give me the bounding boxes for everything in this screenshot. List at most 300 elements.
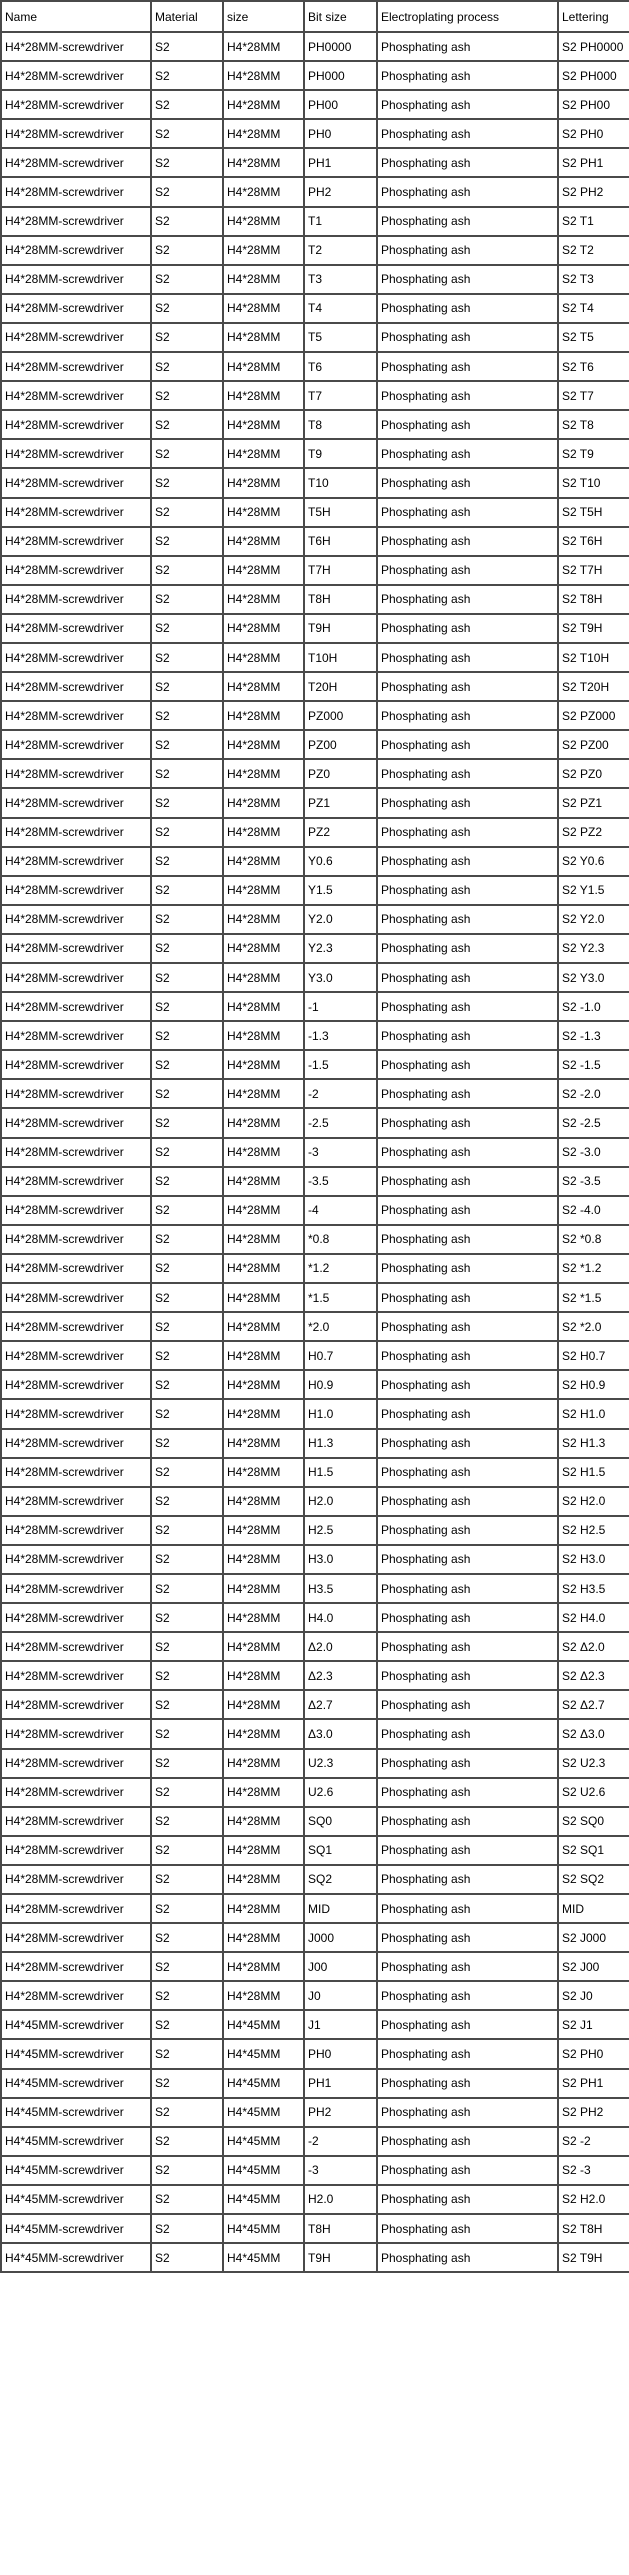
cell-bit-size: T10 — [304, 468, 377, 497]
table-row — [1, 1429, 629, 1458]
cell-name: H4*28MM-screwdriver — [1, 90, 151, 119]
cell-name: H4*28MM-screwdriver — [1, 1399, 151, 1428]
cell-lettering: S2 -2.0 — [558, 1079, 629, 1108]
cell-bit-size: PH1 — [304, 2069, 377, 2098]
table-row — [1, 236, 629, 265]
cell-bit-size: H0.9 — [304, 1370, 377, 1399]
cell-material: S2 — [151, 1079, 223, 1108]
cell-size: H4*45MM — [223, 2156, 304, 2185]
cell-size: H4*28MM — [223, 468, 304, 497]
cell-name: H4*28MM-screwdriver — [1, 1807, 151, 1836]
cell-lettering: S2 SQ2 — [558, 1865, 629, 1894]
cell-size: H4*28MM — [223, 1516, 304, 1545]
table-row — [1, 32, 629, 61]
cell-lettering: S2 T20H — [558, 672, 629, 701]
cell-size: H4*28MM — [223, 672, 304, 701]
cell-size: H4*28MM — [223, 905, 304, 934]
cell-electroplating-process: Phosphating ash — [377, 410, 558, 439]
table-row — [1, 701, 629, 730]
cell-material: S2 — [151, 410, 223, 439]
cell-name: H4*28MM-screwdriver — [1, 1516, 151, 1545]
cell-material: S2 — [151, 294, 223, 323]
table-row — [1, 177, 629, 206]
cell-material: S2 — [151, 1865, 223, 1894]
cell-name: H4*28MM-screwdriver — [1, 1050, 151, 1079]
cell-lettering: S2 Y2.0 — [558, 905, 629, 934]
cell-size: H4*45MM — [223, 2185, 304, 2214]
cell-bit-size: -4 — [304, 1196, 377, 1225]
table-row — [1, 1545, 629, 1574]
cell-electroplating-process: Phosphating ash — [377, 818, 558, 847]
cell-material: S2 — [151, 1661, 223, 1690]
cell-size: H4*28MM — [223, 1312, 304, 1341]
cell-electroplating-process: Phosphating ash — [377, 177, 558, 206]
cell-electroplating-process: Phosphating ash — [377, 2098, 558, 2127]
table-row — [1, 905, 629, 934]
cell-bit-size: U2.3 — [304, 1749, 377, 1778]
cell-material: S2 — [151, 1894, 223, 1923]
cell-material: S2 — [151, 498, 223, 527]
cell-electroplating-process: Phosphating ash — [377, 788, 558, 817]
cell-lettering: S2 T9 — [558, 439, 629, 468]
cell-bit-size: Δ2.3 — [304, 1661, 377, 1690]
cell-material: S2 — [151, 1108, 223, 1137]
table-row — [1, 1661, 629, 1690]
cell-lettering: S2 T5 — [558, 323, 629, 352]
cell-name: H4*28MM-screwdriver — [1, 498, 151, 527]
cell-bit-size: SQ2 — [304, 1865, 377, 1894]
table-row — [1, 730, 629, 759]
cell-lettering: S2 PH000 — [558, 61, 629, 90]
cell-material: S2 — [151, 934, 223, 963]
cell-lettering: S2 -3 — [558, 2156, 629, 2185]
cell-electroplating-process: Phosphating ash — [377, 2185, 558, 2214]
cell-size: H4*28MM — [223, 963, 304, 992]
cell-lettering: S2 H2.5 — [558, 1516, 629, 1545]
cell-electroplating-process: Phosphating ash — [377, 265, 558, 294]
cell-material: S2 — [151, 1167, 223, 1196]
cell-material: S2 — [151, 1690, 223, 1719]
cell-name: H4*28MM-screwdriver — [1, 1108, 151, 1137]
cell-material: S2 — [151, 992, 223, 1021]
cell-name: H4*28MM-screwdriver — [1, 1196, 151, 1225]
table-row — [1, 556, 629, 585]
cell-bit-size: T7H — [304, 556, 377, 585]
cell-name: H4*28MM-screwdriver — [1, 207, 151, 236]
cell-bit-size: -2.5 — [304, 1108, 377, 1137]
table-row — [1, 788, 629, 817]
table-row — [1, 1312, 629, 1341]
table-row — [1, 1836, 629, 1865]
table-row — [1, 1138, 629, 1167]
cell-electroplating-process: Phosphating ash — [377, 1079, 558, 1108]
header-bit-size: Bit size — [304, 1, 377, 32]
cell-bit-size: *2.0 — [304, 1312, 377, 1341]
cell-material: S2 — [151, 1981, 223, 2010]
cell-material: S2 — [151, 32, 223, 61]
cell-name: H4*45MM-screwdriver — [1, 2069, 151, 2098]
cell-size: H4*28MM — [223, 788, 304, 817]
cell-bit-size: Δ2.7 — [304, 1690, 377, 1719]
cell-bit-size: H2.5 — [304, 1516, 377, 1545]
cell-size: H4*45MM — [223, 2039, 304, 2068]
cell-size: H4*28MM — [223, 323, 304, 352]
cell-electroplating-process: Phosphating ash — [377, 1399, 558, 1428]
cell-material: S2 — [151, 2127, 223, 2156]
cell-name: H4*28MM-screwdriver — [1, 1661, 151, 1690]
cell-material: S2 — [151, 963, 223, 992]
cell-size: H4*28MM — [223, 1952, 304, 1981]
table-row — [1, 1749, 629, 1778]
cell-electroplating-process: Phosphating ash — [377, 1225, 558, 1254]
cell-name: H4*28MM-screwdriver — [1, 1632, 151, 1661]
cell-lettering: S2 T7 — [558, 381, 629, 410]
cell-name: H4*28MM-screwdriver — [1, 1749, 151, 1778]
cell-bit-size: T9H — [304, 614, 377, 643]
cell-name: H4*28MM-screwdriver — [1, 1138, 151, 1167]
cell-electroplating-process: Phosphating ash — [377, 468, 558, 497]
cell-material: S2 — [151, 585, 223, 614]
cell-size: H4*28MM — [223, 119, 304, 148]
cell-material: S2 — [151, 614, 223, 643]
cell-electroplating-process: Phosphating ash — [377, 1923, 558, 1952]
cell-material: S2 — [151, 2214, 223, 2243]
cell-name: H4*28MM-screwdriver — [1, 265, 151, 294]
cell-material: S2 — [151, 876, 223, 905]
cell-lettering: S2 T10 — [558, 468, 629, 497]
cell-material: S2 — [151, 61, 223, 90]
cell-lettering: S2 Δ2.7 — [558, 1690, 629, 1719]
cell-name: H4*28MM-screwdriver — [1, 1981, 151, 2010]
cell-material: S2 — [151, 1923, 223, 1952]
cell-electroplating-process: Phosphating ash — [377, 876, 558, 905]
cell-bit-size: PH0000 — [304, 32, 377, 61]
cell-bit-size: T8H — [304, 2214, 377, 2243]
cell-name: H4*28MM-screwdriver — [1, 1341, 151, 1370]
table-row — [1, 1254, 629, 1283]
cell-electroplating-process: Phosphating ash — [377, 963, 558, 992]
cell-bit-size: H1.5 — [304, 1458, 377, 1487]
cell-bit-size: T6H — [304, 527, 377, 556]
cell-electroplating-process: Phosphating ash — [377, 1312, 558, 1341]
cell-bit-size: Y2.0 — [304, 905, 377, 934]
table-row — [1, 207, 629, 236]
table-row — [1, 1196, 629, 1225]
cell-lettering: S2 T7H — [558, 556, 629, 585]
cell-name: H4*28MM-screwdriver — [1, 1603, 151, 1632]
cell-bit-size: T2 — [304, 236, 377, 265]
cell-lettering: MID — [558, 1894, 629, 1923]
cell-material: S2 — [151, 119, 223, 148]
cell-size: H4*28MM — [223, 527, 304, 556]
cell-bit-size: T5 — [304, 323, 377, 352]
cell-name: H4*45MM-screwdriver — [1, 2243, 151, 2272]
cell-electroplating-process: Phosphating ash — [377, 32, 558, 61]
cell-bit-size: T8 — [304, 410, 377, 439]
table-row — [1, 1952, 629, 1981]
table-row — [1, 1807, 629, 1836]
cell-electroplating-process: Phosphating ash — [377, 934, 558, 963]
cell-lettering: S2 T3 — [558, 265, 629, 294]
cell-bit-size: PH2 — [304, 177, 377, 206]
cell-name: H4*28MM-screwdriver — [1, 992, 151, 1021]
table-row — [1, 1399, 629, 1428]
cell-size: H4*28MM — [223, 934, 304, 963]
cell-size: H4*28MM — [223, 1836, 304, 1865]
cell-material: S2 — [151, 2156, 223, 2185]
cell-electroplating-process: Phosphating ash — [377, 1749, 558, 1778]
cell-electroplating-process: Phosphating ash — [377, 90, 558, 119]
cell-material: S2 — [151, 1807, 223, 1836]
cell-electroplating-process: Phosphating ash — [377, 1545, 558, 1574]
table-row — [1, 818, 629, 847]
cell-lettering: S2 U2.6 — [558, 1778, 629, 1807]
cell-size: H4*28MM — [223, 236, 304, 265]
cell-material: S2 — [151, 1196, 223, 1225]
cell-material: S2 — [151, 1749, 223, 1778]
cell-name: H4*28MM-screwdriver — [1, 1836, 151, 1865]
cell-material: S2 — [151, 2243, 223, 2272]
cell-lettering: S2 T8H — [558, 2214, 629, 2243]
cell-material: S2 — [151, 1021, 223, 1050]
cell-name: H4*28MM-screwdriver — [1, 1283, 151, 1312]
table-row — [1, 1603, 629, 1632]
cell-size: H4*45MM — [223, 2243, 304, 2272]
cell-material: S2 — [151, 1341, 223, 1370]
table-row — [1, 2010, 629, 2039]
cell-electroplating-process: Phosphating ash — [377, 1807, 558, 1836]
cell-name: H4*28MM-screwdriver — [1, 1545, 151, 1574]
table-row — [1, 2069, 629, 2098]
table-row — [1, 1458, 629, 1487]
cell-bit-size: T1 — [304, 207, 377, 236]
cell-electroplating-process: Phosphating ash — [377, 1429, 558, 1458]
cell-lettering: S2 PH1 — [558, 148, 629, 177]
cell-electroplating-process: Phosphating ash — [377, 730, 558, 759]
cell-name: H4*28MM-screwdriver — [1, 1923, 151, 1952]
cell-lettering: S2 PZ00 — [558, 730, 629, 759]
cell-name: H4*45MM-screwdriver — [1, 2185, 151, 2214]
cell-size: H4*28MM — [223, 730, 304, 759]
cell-electroplating-process: Phosphating ash — [377, 847, 558, 876]
cell-electroplating-process: Phosphating ash — [377, 207, 558, 236]
cell-lettering: S2 T10H — [558, 643, 629, 672]
table-row — [1, 527, 629, 556]
cell-name: H4*28MM-screwdriver — [1, 236, 151, 265]
table-row — [1, 2039, 629, 2068]
table-row — [1, 2243, 629, 2272]
cell-bit-size: U2.6 — [304, 1778, 377, 1807]
cell-electroplating-process: Phosphating ash — [377, 1196, 558, 1225]
cell-bit-size: PZ0 — [304, 759, 377, 788]
cell-name: H4*28MM-screwdriver — [1, 585, 151, 614]
cell-lettering: S2 Δ3.0 — [558, 1719, 629, 1748]
cell-electroplating-process: Phosphating ash — [377, 1894, 558, 1923]
cell-electroplating-process: Phosphating ash — [377, 2214, 558, 2243]
cell-electroplating-process: Phosphating ash — [377, 2127, 558, 2156]
cell-material: S2 — [151, 236, 223, 265]
table-row — [1, 963, 629, 992]
cell-material: S2 — [151, 905, 223, 934]
cell-material: S2 — [151, 730, 223, 759]
header-electroplating-process: Electroplating process — [377, 1, 558, 32]
cell-bit-size: H1.3 — [304, 1429, 377, 1458]
cell-size: H4*28MM — [223, 1865, 304, 1894]
cell-name: H4*28MM-screwdriver — [1, 1458, 151, 1487]
cell-bit-size: *1.2 — [304, 1254, 377, 1283]
cell-electroplating-process: Phosphating ash — [377, 759, 558, 788]
cell-bit-size: SQ1 — [304, 1836, 377, 1865]
cell-size: H4*28MM — [223, 585, 304, 614]
cell-electroplating-process: Phosphating ash — [377, 527, 558, 556]
cell-electroplating-process: Phosphating ash — [377, 905, 558, 934]
cell-name: H4*28MM-screwdriver — [1, 1778, 151, 1807]
cell-material: S2 — [151, 643, 223, 672]
cell-name: H4*28MM-screwdriver — [1, 759, 151, 788]
table-row — [1, 439, 629, 468]
cell-bit-size: PZ1 — [304, 788, 377, 817]
cell-bit-size: T20H — [304, 672, 377, 701]
cell-lettering: S2 T6 — [558, 352, 629, 381]
cell-name: H4*28MM-screwdriver — [1, 1225, 151, 1254]
header-size: size — [223, 1, 304, 32]
table-row — [1, 1632, 629, 1661]
cell-lettering: S2 -3.0 — [558, 1138, 629, 1167]
cell-size: H4*28MM — [223, 1923, 304, 1952]
cell-size: H4*45MM — [223, 2127, 304, 2156]
cell-electroplating-process: Phosphating ash — [377, 119, 558, 148]
cell-size: H4*28MM — [223, 1778, 304, 1807]
cell-size: H4*28MM — [223, 847, 304, 876]
cell-lettering: S2 H0.9 — [558, 1370, 629, 1399]
cell-size: H4*28MM — [223, 1341, 304, 1370]
cell-electroplating-process: Phosphating ash — [377, 992, 558, 1021]
cell-material: S2 — [151, 1778, 223, 1807]
cell-electroplating-process: Phosphating ash — [377, 614, 558, 643]
table-row — [1, 643, 629, 672]
table-row — [1, 1719, 629, 1748]
cell-name: H4*28MM-screwdriver — [1, 701, 151, 730]
cell-bit-size: -1 — [304, 992, 377, 1021]
cell-size: H4*28MM — [223, 61, 304, 90]
cell-size: H4*28MM — [223, 1719, 304, 1748]
cell-name: H4*28MM-screwdriver — [1, 32, 151, 61]
cell-lettering: S2 T1 — [558, 207, 629, 236]
cell-lettering: S2 -4.0 — [558, 1196, 629, 1225]
table-row — [1, 585, 629, 614]
cell-material: S2 — [151, 468, 223, 497]
cell-electroplating-process: Phosphating ash — [377, 352, 558, 381]
cell-material: S2 — [151, 1545, 223, 1574]
table-row — [1, 614, 629, 643]
cell-lettering: S2 PH2 — [558, 2098, 629, 2127]
cell-name: H4*28MM-screwdriver — [1, 643, 151, 672]
cell-bit-size: PH2 — [304, 2098, 377, 2127]
cell-bit-size: T8H — [304, 585, 377, 614]
cell-lettering: S2 -3.5 — [558, 1167, 629, 1196]
cell-material: S2 — [151, 1429, 223, 1458]
cell-bit-size: H3.0 — [304, 1545, 377, 1574]
cell-size: H4*28MM — [223, 410, 304, 439]
cell-size: H4*28MM — [223, 992, 304, 1021]
table-row — [1, 468, 629, 497]
cell-name: H4*28MM-screwdriver — [1, 730, 151, 759]
cell-bit-size: *0.8 — [304, 1225, 377, 1254]
cell-bit-size: SQ0 — [304, 1807, 377, 1836]
cell-name: H4*28MM-screwdriver — [1, 934, 151, 963]
cell-name: H4*28MM-screwdriver — [1, 963, 151, 992]
cell-electroplating-process: Phosphating ash — [377, 701, 558, 730]
cell-lettering: S2 H1.5 — [558, 1458, 629, 1487]
table-row — [1, 1370, 629, 1399]
table-row — [1, 1923, 629, 1952]
cell-name: H4*28MM-screwdriver — [1, 439, 151, 468]
cell-name: H4*28MM-screwdriver — [1, 1167, 151, 1196]
cell-electroplating-process: Phosphating ash — [377, 1661, 558, 1690]
cell-bit-size: PH00 — [304, 90, 377, 119]
cell-bit-size: Y1.5 — [304, 876, 377, 905]
cell-electroplating-process: Phosphating ash — [377, 1050, 558, 1079]
table-row — [1, 1021, 629, 1050]
cell-name: H4*28MM-screwdriver — [1, 148, 151, 177]
cell-lettering: S2 Y3.0 — [558, 963, 629, 992]
table-row — [1, 352, 629, 381]
cell-lettering: S2 T9H — [558, 2243, 629, 2272]
cell-bit-size: J0 — [304, 1981, 377, 2010]
cell-material: S2 — [151, 1050, 223, 1079]
cell-lettering: S2 J000 — [558, 1923, 629, 1952]
cell-lettering: S2 -2.5 — [558, 1108, 629, 1137]
cell-name: H4*28MM-screwdriver — [1, 1021, 151, 1050]
cell-name: H4*45MM-screwdriver — [1, 2156, 151, 2185]
cell-name: H4*45MM-screwdriver — [1, 2127, 151, 2156]
table-row — [1, 265, 629, 294]
table-row — [1, 410, 629, 439]
cell-size: H4*28MM — [223, 207, 304, 236]
cell-material: S2 — [151, 2069, 223, 2098]
cell-name: H4*28MM-screwdriver — [1, 1254, 151, 1283]
cell-electroplating-process: Phosphating ash — [377, 1167, 558, 1196]
cell-name: H4*45MM-screwdriver — [1, 2039, 151, 2068]
cell-bit-size: J1 — [304, 2010, 377, 2039]
cell-lettering: S2 SQ1 — [558, 1836, 629, 1865]
cell-lettering: S2 Δ2.3 — [558, 1661, 629, 1690]
cell-lettering: S2 PH1 — [558, 2069, 629, 2098]
cell-size: H4*28MM — [223, 1370, 304, 1399]
cell-lettering: S2 PH0 — [558, 2039, 629, 2068]
cell-material: S2 — [151, 2098, 223, 2127]
cell-name: H4*45MM-screwdriver — [1, 2214, 151, 2243]
cell-name: H4*28MM-screwdriver — [1, 410, 151, 439]
cell-material: S2 — [151, 1487, 223, 1516]
table-row — [1, 2127, 629, 2156]
table-row — [1, 1516, 629, 1545]
cell-bit-size: -1.3 — [304, 1021, 377, 1050]
cell-name: H4*28MM-screwdriver — [1, 905, 151, 934]
cell-electroplating-process: Phosphating ash — [377, 2069, 558, 2098]
cell-lettering: S2 *1.5 — [558, 1283, 629, 1312]
cell-size: H4*28MM — [223, 1487, 304, 1516]
table-row — [1, 2098, 629, 2127]
cell-size: H4*28MM — [223, 1196, 304, 1225]
cell-electroplating-process: Phosphating ash — [377, 643, 558, 672]
cell-bit-size: T7 — [304, 381, 377, 410]
table-row — [1, 90, 629, 119]
cell-material: S2 — [151, 1312, 223, 1341]
cell-name: H4*28MM-screwdriver — [1, 1952, 151, 1981]
cell-bit-size: Y0.6 — [304, 847, 377, 876]
table-row — [1, 1283, 629, 1312]
